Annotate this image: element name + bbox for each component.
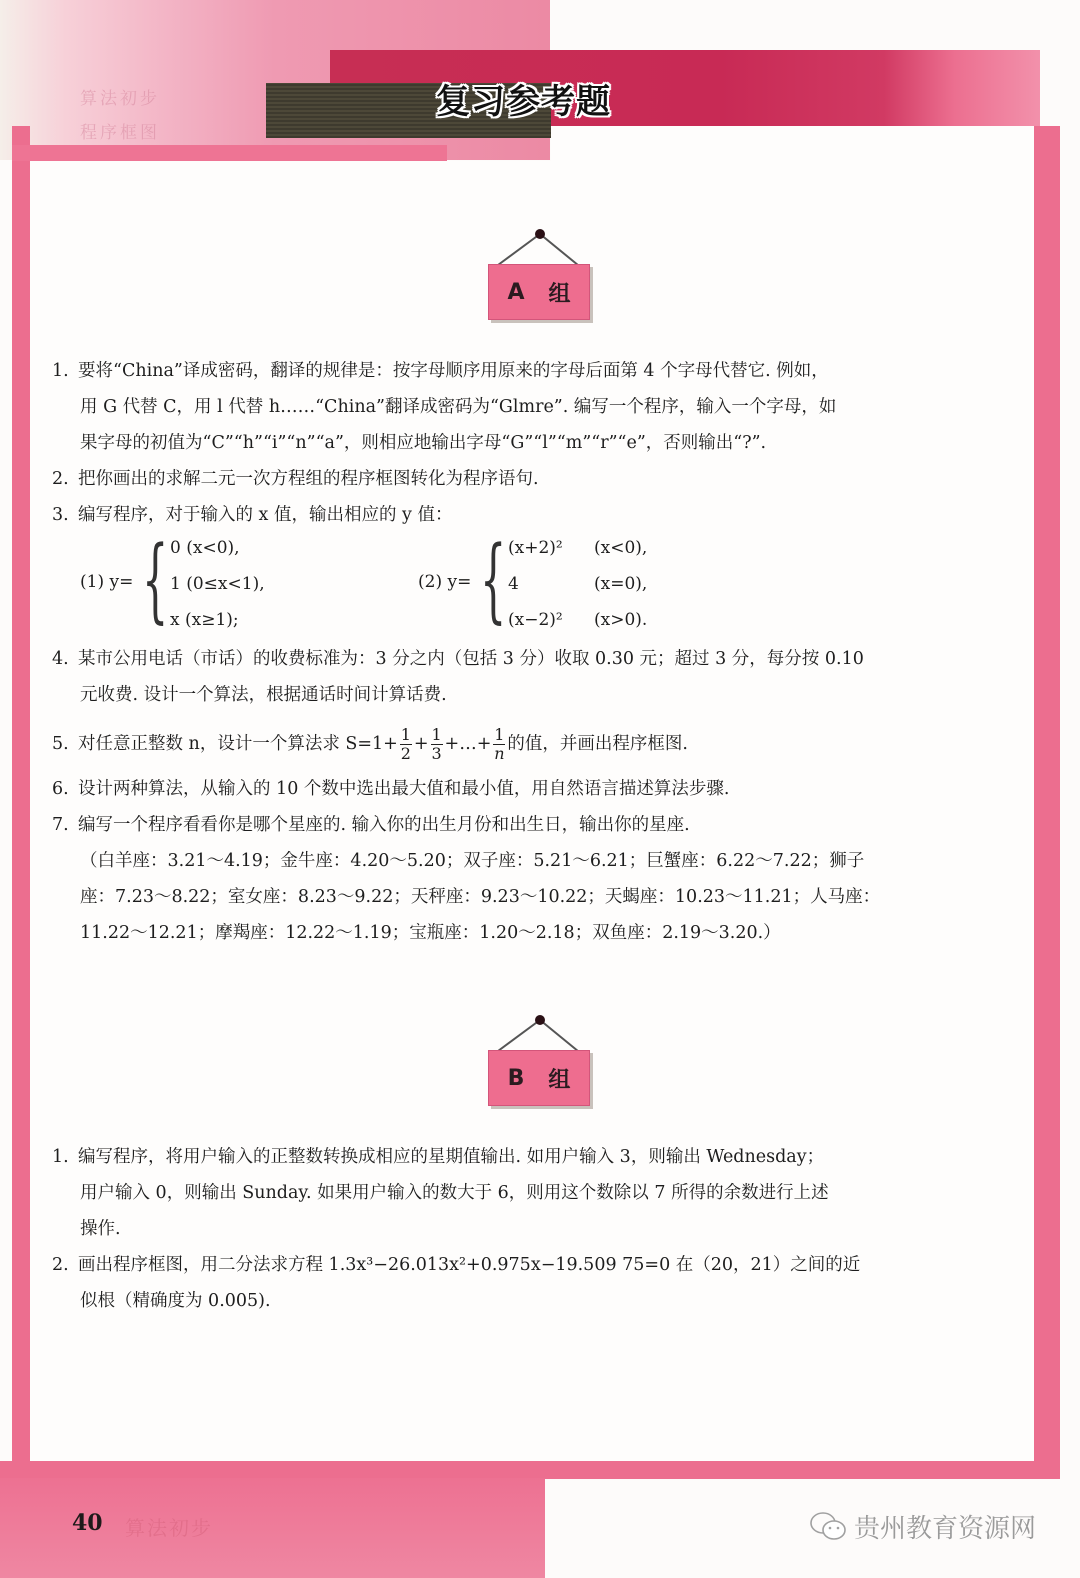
problem-b2-line2: 似根（精确度为 0.005).	[80, 1291, 271, 1311]
wechat-icon	[808, 1510, 848, 1544]
piecewise-1-label: (1) y=	[80, 572, 134, 592]
group-b-board	[488, 1050, 590, 1106]
group-letter: A	[507, 279, 525, 305]
problem-b1-line3: 操作.	[80, 1219, 121, 1239]
brace-icon: {	[480, 526, 507, 633]
problem-a3: 3. 编写程序，对于输入的 x 值，输出相应的 y 值：	[52, 505, 453, 525]
problem-a1-line1: 1. 要将“China”译成密码，翻译的规律是：按字母顺序用原来的字母后面第 4 个字母代替它. 例如，	[52, 361, 829, 381]
group-a-board	[488, 264, 590, 320]
problem-b2-line1: 2. 画出程序框图，用二分法求方程 1.3x³−26.013x²+0.975x−19.509 75=0 在（20，21）之间的近	[52, 1255, 861, 1275]
problem-a4-line1: 4. 某市公用电话（市话）的收费标准为：3 分之内（包括 3 分）收取 0.30 元；超过 3 分，每分按 0.10	[52, 649, 864, 669]
group-word: 组	[548, 281, 571, 307]
group-word: 组	[548, 1067, 571, 1093]
problem-a7-line1: 7. 编写一个程序看看你是哪个星座的. 输入你的出生月份和出生日，输出你的星座.	[52, 815, 690, 835]
problem-a6: 6. 设计两种算法，从输入的 10 个数中选出最大值和最小值，用自然语言描述算法步骤.	[52, 779, 730, 799]
group-letter: B	[507, 1065, 525, 1091]
piecewise-2-row: (x−2)² (x>0).	[508, 610, 648, 630]
fraction: $\frac{1}{n}$	[494, 725, 505, 763]
fraction: $\frac{1}{3}$	[431, 725, 442, 763]
watermark-text: 贵州教育资源网	[854, 1514, 1037, 1544]
ghost-line: 算法初步	[80, 89, 160, 109]
page-title: 复习参考题	[436, 82, 611, 122]
ghost-line: 程序框图	[80, 123, 160, 143]
problem-b1-line1: 1. 编写程序，将用户输入的正整数转换成相应的星期值输出. 如用户输入 3，则输出 Wednesday；	[52, 1147, 825, 1167]
paper-top-extension	[551, 126, 1034, 162]
problem-a4-line2: 元收费. 设计一个算法，根据通话时间计算话费.	[80, 685, 447, 705]
watermark	[808, 1508, 1036, 1545]
problem-a1-line2: 用 G 代替 C，用 l 代替 h……“China”翻译成密码为“Glmre”. 编写一个程序，输入一个字母，如	[80, 397, 837, 417]
group-b-sign	[484, 1008, 594, 1108]
problem-a5: 5. 对任意正整数 n，设计一个算法求 S=1+ $\frac{1}{2}$ + $\frac{1}{3}$ +…+ $\frac{1}{n}$ 的值，并画出程序框图.	[52, 725, 688, 763]
footer-ghost-text: 算法初步	[125, 1516, 213, 1540]
problem-a1-line3: 果字母的初值为“C”“h”“i”“n”“a”，则相应地输出字母“G”“l”“m”“r”“e”，否则输出“?”.	[80, 433, 767, 453]
piecewise-1-row: x (x≥1);	[170, 610, 239, 630]
frame-top-left-strip	[12, 145, 447, 161]
problem-a7-line4: 11.22～12.21；摩羯座：12.22～1.19；宝瓶座：1.20～2.18；双鱼座：2.19～3.20.）	[80, 923, 781, 943]
problem-a7-line2: （白羊座：3.21～4.19；金牛座：4.20～5.20；双子座：5.21～6.21；巨蟹座：6.22～7.22；狮子	[80, 851, 865, 871]
page-number: 40	[72, 1510, 103, 1536]
problem-a7-line3: 座：7.23～8.22；室女座：8.23～9.22；天秤座：9.23～10.22；天蝎座：10.23～11.21；人马座：	[80, 887, 881, 907]
brace-icon: {	[142, 526, 169, 633]
problem-a2: 2. 把你画出的求解二元一次方程组的程序框图转化为程序语句.	[52, 469, 539, 489]
piecewise-2-label: (2) y=	[418, 572, 472, 592]
problem-b1-line2: 用户输入 0，则输出 Sunday. 如果用户输入的数大于 6，则用这个数除以 7 所得的余数进行上述	[80, 1183, 829, 1203]
piecewise-1-row: 0 (x<0),	[170, 538, 240, 558]
piecewise-1-row: 1 (0≤x<1),	[170, 574, 265, 594]
piecewise-2-row: 4 (x=0),	[508, 574, 648, 594]
group-a-sign	[484, 222, 594, 322]
frame-bottom-band	[0, 1461, 1060, 1479]
piecewise-2-row: (x+2)² (x<0),	[508, 538, 648, 558]
fraction: $\frac{1}{2}$	[400, 725, 411, 763]
